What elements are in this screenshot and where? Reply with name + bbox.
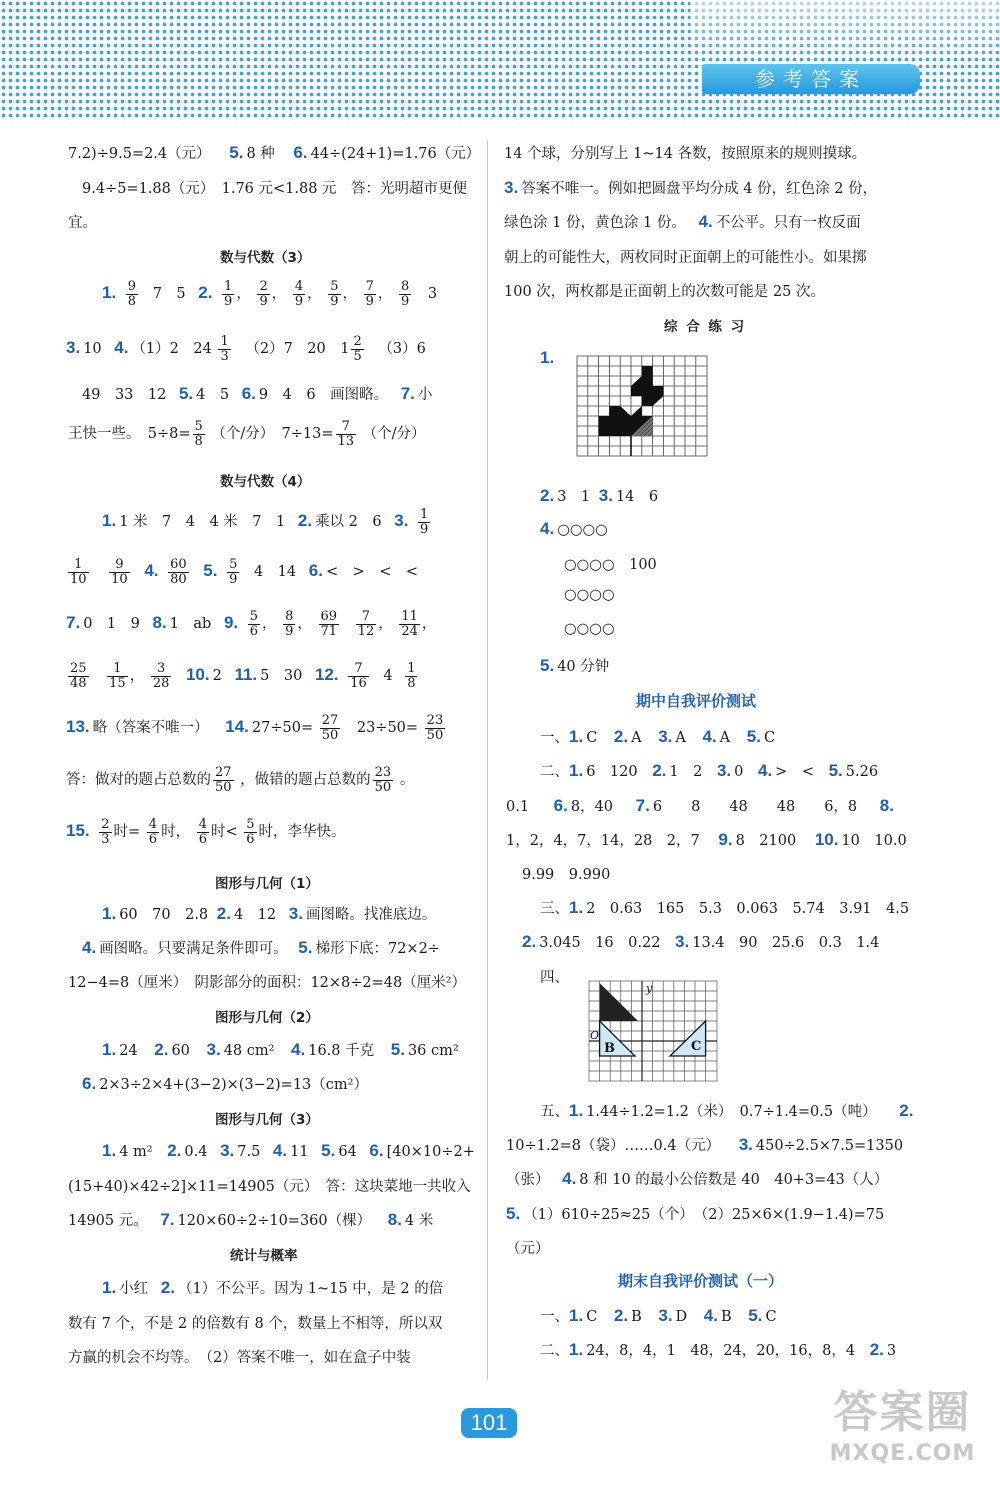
answer-line: 王快一些。 5÷8= $\frac{5}{8}$ （个/分） 7÷13= $\frac{7}{13}$ （个/分） [68,419,426,449]
axis-label-y: y [646,982,653,995]
watermark [810,1385,995,1483]
answer-line: 3. 答案不唯一。例如把圆盘平均分成 4 份，红色涂 2 份， [504,178,878,197]
answer-line: $\frac{1}{10}$ $\frac{9}{10}$ 4. $\frac{60}{80}$ 5. $\frac{5}{9}$ 4 14 6. < > < < [70,557,419,587]
answer-line: 2. 3.045 16 0.22 3. 13.4 90 25.6 0.3 1.4 [522,932,880,951]
answer-line: 13. 略（答案不唯一） 14. 27÷50= $\frac{27}{50}$ 23÷50= $\frac{23}{50}$ [66,713,444,743]
triangle-label-c: C [691,1039,702,1054]
triangle-label-b: B [604,1041,615,1056]
page-number: 101 [461,1408,517,1438]
answer-line: 9.4÷5=1.88（元） 1.76 元<1.88 元 答：光明超市更便 [82,181,468,197]
answer-line: 10÷1.2=8（袋）……0.4（元） 3. 450÷2.5×7.5=1350 [506,1135,904,1154]
column-divider [487,140,488,1380]
section-heading: 图形与几何（1） [215,876,319,892]
section-heading: 综 合 练 习 [664,319,747,335]
answer-line: 四、 [540,970,569,986]
answer-line: 1. 1 米 7 4 4 米 7 1 2. 乘以 2 6 3. $\frac{1}{9}$ [102,507,429,537]
answer-line: ○○○○ [564,587,615,603]
answer-line: 三、1. 2 0.63 165 5.3 0.063 5.74 3.91 4.5 [540,898,910,917]
answer-line: （张） 4. 8 和 10 的最小公倍数是 40 40+3=43（人） [506,1169,889,1188]
answer-line: 五、1. 1.44÷1.2=1.2（米） 0.7÷1.4=0.5（吨） 2. [540,1101,914,1120]
answer-line: 1. $\frac{9}{8}$ 7 5 2. $\frac{1}{9}$ ， $\frac{2}{9}$ ， $\frac{4}{9}$ ， $\frac{5}{9}$ ， $\frac{7}{9}$ ， $\frac{8}{9}$ 3 [102,279,438,309]
section-heading: 统计与概率 [230,1248,298,1264]
answer-line: ○○○○ [564,621,615,637]
answer-line: 12−4=8（厘米） 阴影部分的面积：12×8÷2=48（厘米²） [68,975,467,991]
header-fade [690,0,1000,60]
section-heading: 期末自我评价测试（一） [618,1272,784,1290]
section-heading: 数与代数（4） [220,474,311,490]
answer-line: 15. $\frac{2}{3}$ 时= $\frac{4}{6}$ 时， $\frac{4}{6}$ 时< $\frac{5}{6}$ 时，李华快。 [66,817,346,847]
answer-line: 绿色涂 1 份，黄色涂 1 份。 4. 不公平。只有一枚反面 [504,212,861,231]
watermark-logo: 答案圈 [833,1387,972,1438]
answer-line: 14905 元。 7. 120×60÷2÷10=360（棵） 8. 4 米 [68,1210,434,1229]
answer-line: 1，2，4，7，14，28 2，7 9. 8 2100 10. 10 10.0 [506,830,907,849]
answer-line: 4. 画图略。只要满足条件即可。 5. 梯形下底：72×2÷ [82,938,440,957]
answer-line: ○○○○ 100 [564,557,657,573]
answer-line: 一、1. C 2. B 3. D 4. B 5. C [540,1306,777,1325]
answer-line: 2. 3 1 3. 14 6 [540,486,659,505]
answer-line: 0.1 6. 8，40 7. 6 8 48 48 6，8 8. [506,796,894,815]
origin-label: O [590,1029,600,1042]
answer-line: 1. 24 2. 60 3. 48 cm² 4. 16.8 千克 5. 36 cm² [102,1040,459,1059]
answer-line: 朝上的可能性大，两枚同时正面朝上的可能性小。如果掷 [504,250,867,266]
answer-line: 5. （1）610÷25≈25（个） （2）25×6×(1.9−1.4)=75 [506,1204,885,1223]
watermark-url: MXQE.COM [829,1441,976,1466]
answer-line: 数有 7 个，不是 2 的倍数有 8 个，数量上不相等，所以双 [68,1316,443,1332]
answer-line: 7.2)÷9.5=2.4（元） 5. 8 种 6. 44÷(24+1)=1.76（元） [68,143,481,162]
answer-line: 9.99 9.990 [522,867,611,883]
answer-line: 5. 40 分钟 [540,656,610,675]
answer-line: (15+40)×42÷2]×11=14905（元） 答：这块菜地一共收入 [68,1179,471,1195]
question-number: 1. [540,348,555,367]
answer-line: 二、1. 6 120 2. 1 2 3. 0 4. > < 5. 5.26 [540,761,879,780]
answer-line: （元） [506,1241,550,1257]
answer-line: 宜。 [68,215,97,231]
answer-line: 6. 2×3÷2×4+(3−2)×(3−2)=13（cm²） [82,1074,368,1093]
answer-line: 二、1. 24，8，4，1 48，24，20，16，8，4 2. 3 [540,1340,897,1359]
answer-line: 1. 4 m² 2. 0.4 3. 7.5 4. 11 5. 64 6. [40×10÷2+ [102,1141,475,1160]
section-heading: 数与代数（3） [220,250,311,266]
answer-line: 14 个球，分别写上 1~14 各数，按照原来的规则摸球。 [504,146,867,162]
answer-line: 方赢的机会不均等。 （2）答案不唯一，如在盒子中装 [68,1350,411,1366]
grid-figure-2 [588,980,718,1082]
section-heading: 图形与几何（3） [215,1112,319,1128]
section-heading: 图形与几何（2） [215,1010,319,1026]
grid-figure-1 [576,355,708,457]
answer-line: 答：做对的题占总数的 $\frac{27}{50}$ ，做错的题占总数的 $\frac{23}{50}$ 。 [66,765,415,795]
answer-line: 7. 0 1 9 8. 1 ab 9. $\frac{5}{6}$ ， $\frac{8}{9}$ ， $\frac{69}{71}$ $\frac{7}{12}$ ， $\frac{11}{24}$ ， [66,609,437,639]
section-heading: 期中自我评价测试 [636,692,757,710]
answer-line: 1. 60 70 2.8 2. 4 12 3. 画图略。找准底边。 [102,904,437,923]
answer-line: 100 次，两枚都是正面朝上的次数可能是 25 次。 [504,284,825,300]
answer-line: 一、1. C 2. A 3. A 4. A 5. C [540,727,776,746]
answer-line: 3. 10 4. （1）2 24 $\frac{1}{3}$ （2）7 20 1 $\frac{2}{5}$ （3）6 [66,334,426,364]
answer-line: 49 33 12 5. 4 5 6. 9 4 6 画图略。 7. 小 [82,384,433,403]
answer-line: 4. ○○○○ [540,519,608,538]
answer-key-tag: 参考答案 [702,64,920,94]
answer-line: $\frac{25}{48}$ $\frac{1}{15}$ ， $\frac{3}{28}$ 10. 2 11. 5 30 12. $\frac{7}{16}$ 4 $\frac{1}{8}$ [70,661,416,691]
answer-line: 1. 小红 2. （1）不公平。因为 1~15 中，是 2 的倍 [102,1278,444,1297]
